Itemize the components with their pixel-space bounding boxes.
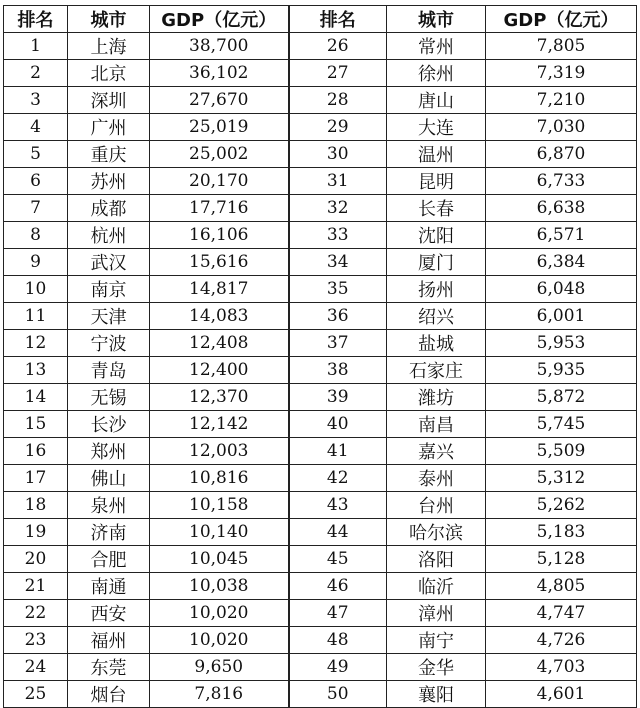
rank-cell: 20 (4, 546, 68, 573)
city-cell: 常州 (387, 33, 486, 60)
gdp-cell: 4,726 (486, 627, 637, 654)
rank-cell: 5 (4, 141, 68, 168)
gdp-cell: 7,816 (150, 681, 289, 708)
city-cell: 南京 (68, 276, 150, 303)
rank-cell: 11 (4, 303, 68, 330)
city-cell: 重庆 (68, 141, 150, 168)
rank-cell: 21 (4, 573, 68, 600)
rank-cell: 50 (289, 681, 387, 708)
table-row (4, 60, 637, 87)
rank-cell: 40 (289, 411, 387, 438)
rank-cell: 25 (4, 681, 68, 708)
gdp-cell: 5,128 (486, 546, 637, 573)
gdp-cell: 4,747 (486, 600, 637, 627)
city-cell: 南宁 (387, 627, 486, 654)
rank-cell: 10 (4, 276, 68, 303)
gdp-cell: 25,002 (150, 141, 289, 168)
gdp-cell: 16,106 (150, 222, 289, 249)
table-row (4, 141, 637, 168)
rank-cell: 16 (4, 438, 68, 465)
city-cell: 昆明 (387, 168, 486, 195)
rank-cell: 23 (4, 627, 68, 654)
city-cell: 郑州 (68, 438, 150, 465)
gdp-cell: 4,805 (486, 573, 637, 600)
city-cell: 扬州 (387, 276, 486, 303)
table-row (4, 411, 637, 438)
table-row (4, 195, 637, 222)
gdp-cell: 7,805 (486, 33, 637, 60)
city-cell: 临沂 (387, 573, 486, 600)
table-row (4, 384, 637, 411)
rank-cell: 45 (289, 546, 387, 573)
gdp-cell: 12,408 (150, 330, 289, 357)
rank-cell: 36 (289, 303, 387, 330)
gdp-cell: 4,601 (486, 681, 637, 708)
table-row (4, 438, 637, 465)
rank-cell: 19 (4, 519, 68, 546)
city-cell: 南昌 (387, 411, 486, 438)
rank-cell: 47 (289, 600, 387, 627)
city-cell: 福州 (68, 627, 150, 654)
rank-cell: 9 (4, 249, 68, 276)
rank-cell: 43 (289, 492, 387, 519)
city-cell: 深圳 (68, 87, 150, 114)
city-cell: 东莞 (68, 654, 150, 681)
gdp-cell: 20,170 (150, 168, 289, 195)
gdp-cell: 12,003 (150, 438, 289, 465)
rank-cell: 4 (4, 114, 68, 141)
gdp-cell: 6,870 (486, 141, 637, 168)
table-row (4, 357, 637, 384)
city-cell: 徐州 (387, 60, 486, 87)
city-cell: 天津 (68, 303, 150, 330)
rank-cell: 42 (289, 465, 387, 492)
header-row (4, 6, 637, 33)
city-cell: 沈阳 (387, 222, 486, 249)
rank-cell: 12 (4, 330, 68, 357)
gdp-cell: 5,183 (486, 519, 637, 546)
gdp-ranking-table (3, 5, 637, 708)
gdp-cell: 10,816 (150, 465, 289, 492)
rank-cell: 48 (289, 627, 387, 654)
table-row (4, 654, 637, 681)
rank-cell: 17 (4, 465, 68, 492)
gdp-cell: 10,020 (150, 627, 289, 654)
gdp-cell: 14,083 (150, 303, 289, 330)
rank-cell: 34 (289, 249, 387, 276)
rank-cell: 15 (4, 411, 68, 438)
city-cell: 金华 (387, 654, 486, 681)
city-cell: 西安 (68, 600, 150, 627)
table-row (4, 573, 637, 600)
rank-cell: 8 (4, 222, 68, 249)
city-cell: 长沙 (68, 411, 150, 438)
rank-cell: 22 (4, 600, 68, 627)
city-cell: 盐城 (387, 330, 486, 357)
city-cell: 漳州 (387, 600, 486, 627)
city-cell: 合肥 (68, 546, 150, 573)
rank-cell: 30 (289, 141, 387, 168)
city-cell: 南通 (68, 573, 150, 600)
city-cell: 无锡 (68, 384, 150, 411)
header-gdp-left: GDP（亿元） (150, 6, 289, 33)
city-cell: 唐山 (387, 87, 486, 114)
table-row (4, 222, 637, 249)
header-city-right: 城市 (387, 6, 486, 33)
city-cell: 台州 (387, 492, 486, 519)
city-cell: 青岛 (68, 357, 150, 384)
gdp-cell: 5,262 (486, 492, 637, 519)
rank-cell: 13 (4, 357, 68, 384)
city-cell: 北京 (68, 60, 150, 87)
table-row (4, 519, 637, 546)
gdp-cell: 17,716 (150, 195, 289, 222)
rank-cell: 26 (289, 33, 387, 60)
rank-cell: 28 (289, 87, 387, 114)
rank-cell: 7 (4, 195, 68, 222)
gdp-cell: 6,048 (486, 276, 637, 303)
city-cell: 泉州 (68, 492, 150, 519)
rank-cell: 1 (4, 33, 68, 60)
table-body (4, 33, 637, 708)
rank-cell: 3 (4, 87, 68, 114)
gdp-cell: 10,140 (150, 519, 289, 546)
gdp-cell: 4,703 (486, 654, 637, 681)
city-cell: 绍兴 (387, 303, 486, 330)
gdp-cell: 25,019 (150, 114, 289, 141)
gdp-cell: 38,700 (150, 33, 289, 60)
city-cell: 潍坊 (387, 384, 486, 411)
city-cell: 大连 (387, 114, 486, 141)
rank-cell: 33 (289, 222, 387, 249)
rank-cell: 38 (289, 357, 387, 384)
gdp-cell: 12,142 (150, 411, 289, 438)
city-cell: 成都 (68, 195, 150, 222)
rank-cell: 14 (4, 384, 68, 411)
city-cell: 哈尔滨 (387, 519, 486, 546)
gdp-cell: 15,616 (150, 249, 289, 276)
table-row (4, 330, 637, 357)
rank-cell: 35 (289, 276, 387, 303)
gdp-cell: 14,817 (150, 276, 289, 303)
gdp-cell: 27,670 (150, 87, 289, 114)
rank-cell: 49 (289, 654, 387, 681)
city-cell: 武汉 (68, 249, 150, 276)
city-cell: 烟台 (68, 681, 150, 708)
gdp-cell: 6,001 (486, 303, 637, 330)
gdp-cell: 5,953 (486, 330, 637, 357)
rank-cell: 24 (4, 654, 68, 681)
city-cell: 上海 (68, 33, 150, 60)
header-gdp-right: GDP（亿元） (486, 6, 637, 33)
table-row (4, 249, 637, 276)
header-city-left: 城市 (68, 6, 150, 33)
header-rank-left: 排名 (4, 6, 68, 33)
gdp-cell: 9,650 (150, 654, 289, 681)
city-cell: 宁波 (68, 330, 150, 357)
city-cell: 嘉兴 (387, 438, 486, 465)
city-cell: 洛阳 (387, 546, 486, 573)
city-cell: 温州 (387, 141, 486, 168)
rank-cell: 6 (4, 168, 68, 195)
gdp-cell: 7,319 (486, 60, 637, 87)
gdp-cell: 7,030 (486, 114, 637, 141)
gdp-cell: 36,102 (150, 60, 289, 87)
gdp-cell: 10,045 (150, 546, 289, 573)
table-row (4, 33, 637, 60)
rank-cell: 39 (289, 384, 387, 411)
city-cell: 长春 (387, 195, 486, 222)
gdp-cell: 10,158 (150, 492, 289, 519)
gdp-cell: 6,384 (486, 249, 637, 276)
rank-cell: 46 (289, 573, 387, 600)
table-row (4, 681, 637, 708)
header-rank-right: 排名 (289, 6, 387, 33)
rank-cell: 41 (289, 438, 387, 465)
gdp-cell: 12,370 (150, 384, 289, 411)
table-row (4, 276, 637, 303)
table-row (4, 87, 637, 114)
rank-cell: 2 (4, 60, 68, 87)
rank-cell: 37 (289, 330, 387, 357)
table-row (4, 546, 637, 573)
table-row (4, 627, 637, 654)
city-cell: 苏州 (68, 168, 150, 195)
city-cell: 石家庄 (387, 357, 486, 384)
table-row (4, 303, 637, 330)
table-row (4, 492, 637, 519)
city-cell: 济南 (68, 519, 150, 546)
gdp-cell: 7,210 (486, 87, 637, 114)
gdp-cell: 6,638 (486, 195, 637, 222)
table-row (4, 168, 637, 195)
gdp-cell: 5,509 (486, 438, 637, 465)
rank-cell: 27 (289, 60, 387, 87)
city-cell: 襄阳 (387, 681, 486, 708)
gdp-cell: 5,312 (486, 465, 637, 492)
gdp-cell: 10,038 (150, 573, 289, 600)
table-row (4, 600, 637, 627)
rank-cell: 29 (289, 114, 387, 141)
rank-cell: 44 (289, 519, 387, 546)
city-cell: 厦门 (387, 249, 486, 276)
gdp-cell: 10,020 (150, 600, 289, 627)
city-cell: 泰州 (387, 465, 486, 492)
city-cell: 广州 (68, 114, 150, 141)
gdp-cell: 6,733 (486, 168, 637, 195)
table-row (4, 114, 637, 141)
rank-cell: 31 (289, 168, 387, 195)
table-row (4, 465, 637, 492)
gdp-cell: 12,400 (150, 357, 289, 384)
gdp-cell: 6,571 (486, 222, 637, 249)
gdp-cell: 5,872 (486, 384, 637, 411)
gdp-cell: 5,935 (486, 357, 637, 384)
gdp-cell: 5,745 (486, 411, 637, 438)
rank-cell: 32 (289, 195, 387, 222)
city-cell: 佛山 (68, 465, 150, 492)
rank-cell: 18 (4, 492, 68, 519)
city-cell: 杭州 (68, 222, 150, 249)
